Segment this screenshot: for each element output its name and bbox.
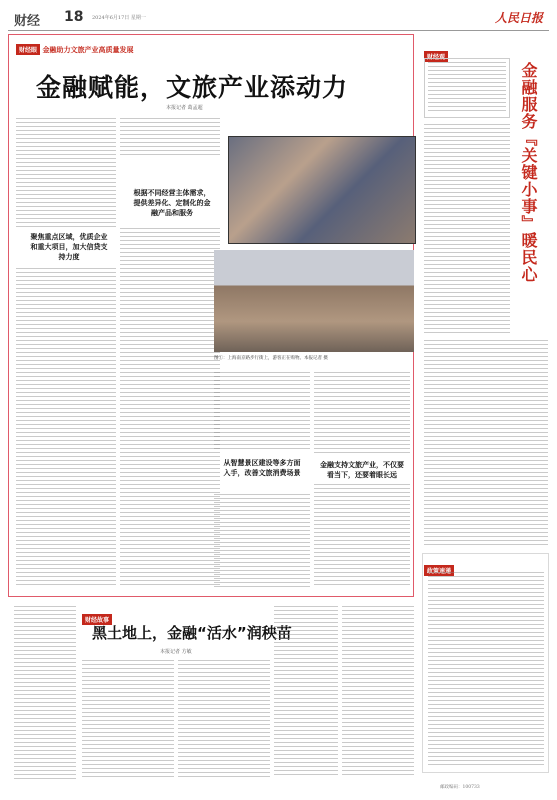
subhead-3: 从智慧景区建设等多方面入手，改善文旅消费场景 bbox=[223, 458, 301, 477]
article-photo-street bbox=[214, 250, 414, 352]
body-text-column bbox=[120, 118, 220, 158]
bottom-body-text bbox=[342, 606, 414, 778]
article-photo-shop bbox=[228, 136, 416, 244]
bottom-headline: 黑土地上，金融“活水”润秧苗 bbox=[92, 624, 292, 642]
side-body-text bbox=[424, 340, 548, 545]
body-text-column bbox=[214, 372, 310, 452]
section-title: 财经 bbox=[14, 14, 41, 29]
subhead-4: 金融支持文旅产业，不仅要看当下，还要着眼长远 bbox=[320, 460, 404, 479]
side-column-headline: 金融服务『关键小事』暖民心 bbox=[519, 62, 538, 283]
subhead-2: 根据不同经营主体需求，提供差异化、定制化的金融产品和服务 bbox=[133, 188, 211, 217]
side-tag-label: 财经观 bbox=[424, 51, 448, 62]
body-text-column bbox=[16, 268, 116, 588]
bottom-body-text bbox=[274, 606, 338, 778]
body-text-column bbox=[314, 372, 410, 456]
bottom-byline: 本报记者 方敏 bbox=[160, 649, 192, 655]
bottom-body-text bbox=[82, 660, 174, 778]
bottom-left-text bbox=[14, 606, 76, 780]
body-text-column bbox=[120, 228, 220, 588]
footer-note: 邮政编码：100733 bbox=[440, 785, 480, 790]
photo-caption: 图①：上海南京路步行街上，游客正在购物。本报记者 摄 bbox=[214, 356, 328, 361]
newspaper-logo: 人民日报 bbox=[494, 11, 543, 25]
side-summary-text bbox=[428, 62, 506, 114]
subhead-1: 聚焦重点区域，优质企业和重大项目，加大信贷支持力度 bbox=[30, 232, 108, 261]
kicker-text: 金融助力文旅产业高质量发展 bbox=[42, 46, 134, 54]
body-text-column bbox=[214, 494, 310, 588]
page-number: 18 bbox=[64, 9, 84, 25]
bottom-body-text bbox=[178, 660, 270, 778]
masthead-divider bbox=[8, 30, 549, 31]
policy-tag-label: 政策速递 bbox=[424, 565, 454, 576]
column-tag: 财经眼 bbox=[16, 44, 40, 55]
body-text-column bbox=[314, 484, 410, 588]
main-headline: 金融赋能，文旅产业添动力 bbox=[36, 73, 349, 102]
bottom-tag-label: 财经故事 bbox=[82, 614, 112, 625]
main-kicker bbox=[16, 44, 133, 55]
policy-text bbox=[428, 572, 544, 768]
side-body-text bbox=[424, 124, 510, 334]
main-byline: 本报记者 葛孟超 bbox=[166, 105, 203, 111]
body-text-column bbox=[16, 118, 116, 228]
issue-date: 2024年6月17日 星期一 bbox=[92, 15, 146, 21]
